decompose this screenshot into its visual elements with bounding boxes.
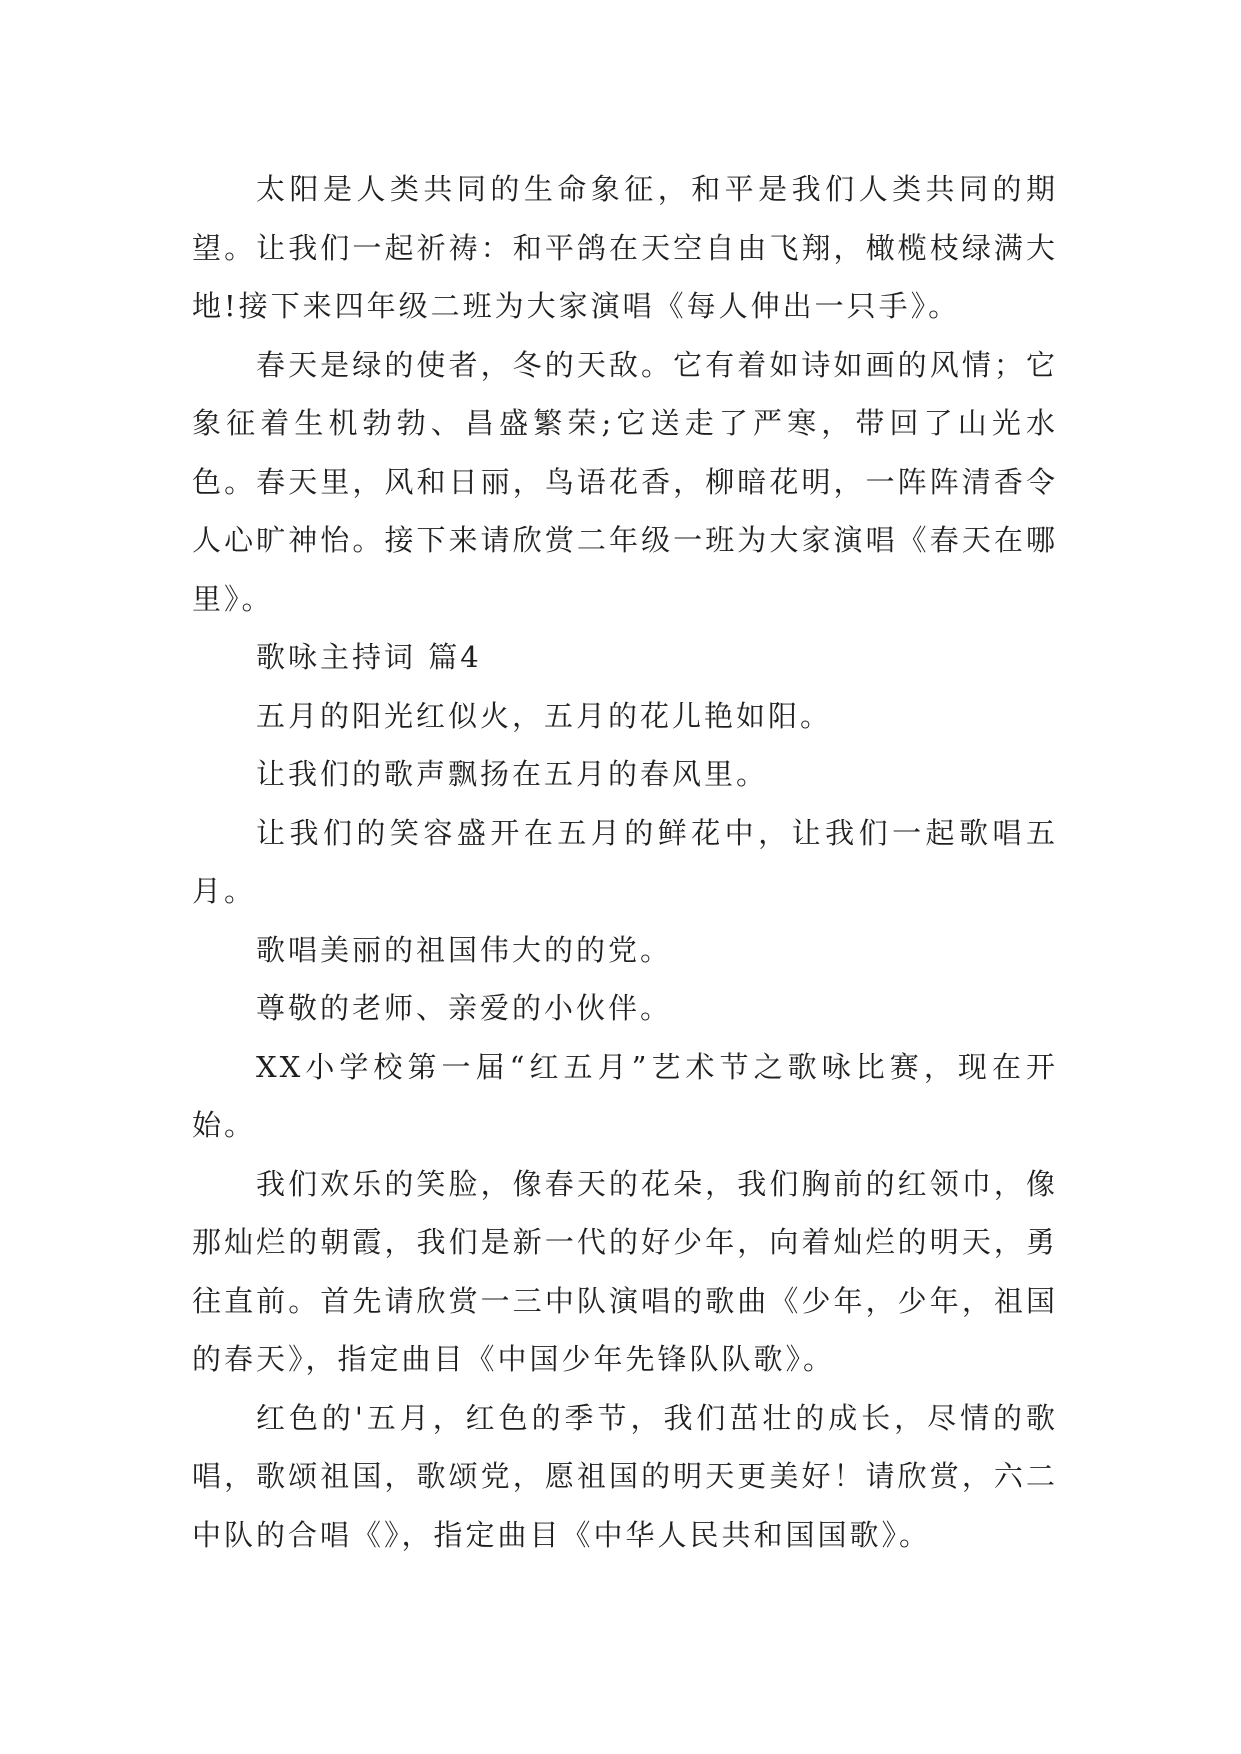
paragraph-may-sunshine: 五月的阳光红似火，五月的花儿艳如阳。	[256, 698, 833, 733]
paragraph-peace: 太阳是人类共同的生命象征，和平是我们人类共同的期望。让我们一起祈祷：和平鸽在天空自由飞翔，橄榄枝绿满大地!接下来四年级二班为大家演唱《每人伸出一只手》。	[192, 172, 1058, 323]
paragraph-second-performance: 红色的'五月，红色的季节，我们茁壮的成长，尽情的歌唱，歌颂祖国，歌颂党，愿祖国的明天更美好！请欣赏，六二中队的合唱《》，指定曲目《中华人民共和国国歌》。	[192, 1400, 1058, 1552]
paragraph-greeting: 尊敬的老师、亲爱的小伙伴。	[256, 991, 673, 1025]
paragraph-first-performance: 我们欢乐的笑脸，像春天的花朵，我们胸前的红领巾，像那灿烂的朝霞，我们是新一代的好少年，向着灿烂的明天，勇往直前。首先请欣赏一三中队演唱的歌曲《少年，少年，祖国的春天》，指定曲目《中国少年先锋队队歌》。	[192, 1166, 1058, 1376]
paragraph-song-spread: 让我们的歌声飘扬在五月的春风里。	[256, 757, 769, 791]
document-body	[192, 160, 1058, 1564]
paragraph-spring: 春天是绿的使者，冬的天敌。它有着如诗如画的风情；它象征着生机勃勃、昌盛繁荣;它送走了严寒，带回了山光水色。春天里，风和日丽，鸟语花香，柳暗花明，一阵阵清香令人心旷神怡。接下来请欣赏二年级一班为大家演唱《春天在哪里》。	[192, 347, 1058, 616]
paragraph-smiles: 让我们的笑容盛开在五月的鲜花中，让我们一起歌唱五月。	[192, 815, 1058, 908]
section-heading: 歌咏主持词 篇4	[256, 640, 482, 674]
paragraph-sing-motherland: 歌唱美丽的祖国伟大的的党。	[256, 932, 673, 967]
paragraph-opening: XX小学校第一届“红五月”艺术节之歌咏比赛，现在开始。	[192, 1049, 1058, 1142]
